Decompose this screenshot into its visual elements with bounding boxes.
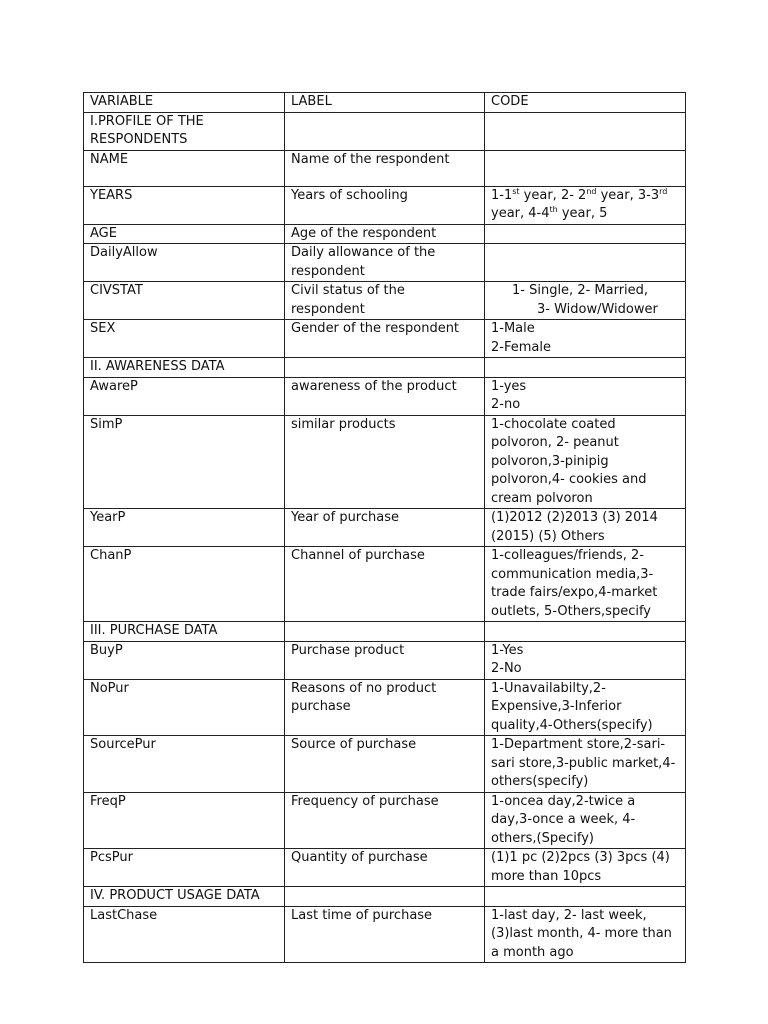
variable-cell: AGE [84, 224, 285, 244]
section-title: II. AWARENESS DATA [84, 358, 285, 378]
ordinal-suffix: th [549, 205, 558, 214]
variable-cell: LastChase [84, 906, 285, 963]
variable-cell: SEX [84, 320, 285, 358]
code-line: 1- Single, 2- Married, [512, 283, 649, 298]
ordinal-suffix: nd [586, 186, 597, 196]
code-line: 2-no [491, 397, 521, 412]
label-cell: Daily allowance of the respondent [285, 244, 485, 282]
variable-cell: PcsPur [84, 849, 285, 887]
ordinal-suffix: rd [659, 186, 668, 196]
code-cell [485, 641, 686, 679]
label-cell: Source of purchase [285, 736, 485, 793]
section-row-awareness [84, 358, 686, 378]
table-row [84, 509, 686, 547]
code-cell: 1-Department store,2-sari-sari store,3-public market,4-others(specify) [485, 736, 686, 793]
code-cell: 1-oncea day,2-twice a day,3-once a week, 4-others,(Specify) [485, 792, 686, 849]
section-row-profile [84, 112, 686, 150]
label-cell: Reasons of no product purchase [285, 679, 485, 736]
code-cell [485, 377, 686, 415]
table-row [84, 849, 686, 887]
table-row [84, 244, 686, 282]
section-title: IV. PRODUCT USAGE DATA [84, 887, 285, 907]
label-cell: similar products [285, 415, 485, 509]
variable-cell: BuyP [84, 641, 285, 679]
code-cell [485, 320, 686, 358]
table-row [84, 792, 686, 849]
label-cell: Year of purchase [285, 509, 485, 547]
code-text: year, 4-4 [491, 206, 550, 221]
code-text: year, 2- 2 [519, 187, 587, 203]
table-row [84, 415, 686, 509]
table-row [84, 377, 686, 415]
code-line: 1-yes [491, 378, 527, 394]
variable-cell: NoPur [84, 679, 285, 736]
code-cell [485, 282, 686, 320]
variable-cell: YearP [84, 509, 285, 547]
empty-cell [485, 622, 686, 642]
label-cell: Channel of purchase [285, 547, 485, 622]
variable-cell: FreqP [84, 792, 285, 849]
label-cell: Civil status of the respondent [285, 282, 485, 320]
table-row [84, 282, 686, 320]
variable-cell: NAME [84, 150, 285, 186]
table-row [84, 736, 686, 793]
empty-cell [285, 112, 485, 150]
code-cell: 1-colleagues/friends, 2-communication media,3-trade fairs/expo,4-market outlets, 5-Others,specify [485, 547, 686, 622]
code-text: year, 5 [557, 206, 608, 221]
code-line: 2-No [491, 661, 522, 676]
label-cell: Frequency of purchase [285, 792, 485, 849]
empty-cell [285, 358, 485, 378]
table-row [84, 679, 686, 736]
section-row-usage [84, 887, 686, 907]
empty-cell [485, 112, 686, 150]
header-row [84, 93, 686, 113]
header-label: LABEL [285, 93, 485, 113]
code-cell: (1)1 pc (2)2pcs (3) 3pcs (4) more than 10pcs [485, 849, 686, 887]
table-row [84, 547, 686, 622]
label-cell: Quantity of purchase [285, 849, 485, 887]
label-cell: Last time of purchase [285, 906, 485, 963]
code-cell: (1)2012 (2)2013 (3) 2014 (2015) (5) Others [485, 509, 686, 547]
codebook-table [83, 92, 686, 963]
code-line: 3- Widow/Widower [537, 301, 658, 317]
table-row [84, 224, 686, 244]
table-row [84, 186, 686, 224]
section-title: III. PURCHASE DATA [84, 622, 285, 642]
ordinal-suffix: st [512, 186, 520, 196]
section-title: I.PROFILE OF THE RESPONDENTS [84, 112, 285, 150]
variable-cell: SourcePur [84, 736, 285, 793]
variable-cell: SimP [84, 415, 285, 509]
code-line: 1-Male [491, 321, 535, 336]
label-cell: Age of the respondent [285, 224, 485, 244]
label-cell: Purchase product [285, 641, 485, 679]
variable-cell: ChanP [84, 547, 285, 622]
code-cell [485, 186, 686, 224]
label-cell: Name of the respondent [285, 150, 485, 186]
header-code: CODE [485, 93, 686, 113]
variable-cell: CIVSTAT [84, 282, 285, 320]
label-cell: Years of schooling [285, 186, 485, 224]
code-line: 2-Female [491, 339, 551, 355]
empty-cell [485, 887, 686, 907]
empty-cell [485, 150, 686, 186]
table-row [84, 150, 686, 186]
code-cell: 1-chocolate coated polvoron, 2- peanut polvoron,3-pinipig polvoron,4- cookies and cream polvoron [485, 415, 686, 509]
variable-cell: YEARS [84, 186, 285, 224]
table-row [84, 641, 686, 679]
empty-cell [485, 224, 686, 244]
table-row [84, 320, 686, 358]
table-row [84, 906, 686, 963]
code-text: 1-1 [491, 187, 513, 203]
code-text: year, 3-3 [596, 187, 660, 203]
empty-cell [285, 887, 485, 907]
variable-cell: AwareP [84, 377, 285, 415]
empty-cell [485, 244, 686, 282]
code-line: 1-Yes [491, 642, 524, 658]
label-cell: Gender of the respondent [285, 320, 485, 358]
header-variable: VARIABLE [84, 93, 285, 113]
empty-cell [485, 358, 686, 378]
code-cell: 1-Unavailabilty,2-Expensive,3-Inferior quality,4-Others(specify) [485, 679, 686, 736]
label-cell: awareness of the product [285, 377, 485, 415]
code-cell: 1-last day, 2- last week, (3)last month, 4- more than a month ago [485, 906, 686, 963]
variable-cell: DailyAllow [84, 244, 285, 282]
section-row-purchase [84, 622, 686, 642]
empty-cell [285, 622, 485, 642]
